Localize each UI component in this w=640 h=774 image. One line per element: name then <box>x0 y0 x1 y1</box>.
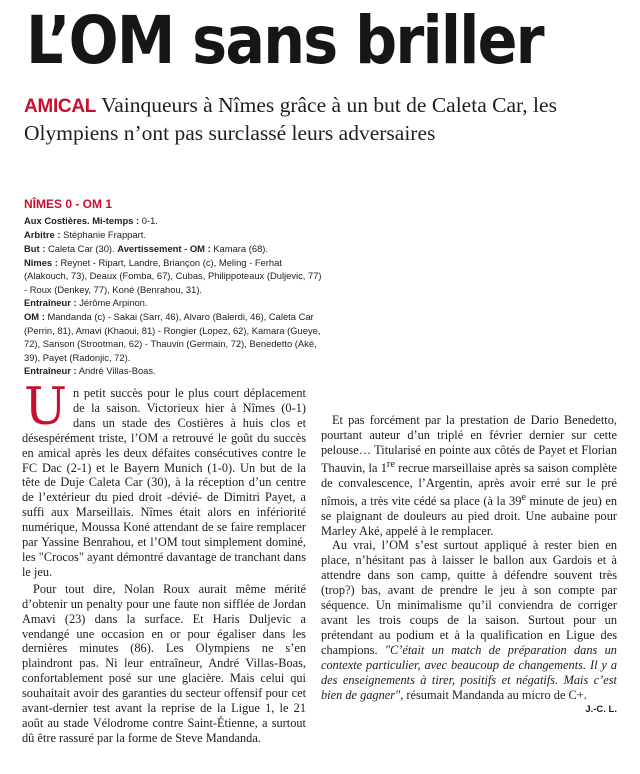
om-coach-value: André Villas-Boas. <box>76 365 156 377</box>
article-paragraph-4 <box>321 538 617 702</box>
article-paragraph-1 <box>22 378 306 580</box>
nimes-players: Reynet - Ripart, Landre, Briançon (c), Meling - Ferhat (Alakouch, 73), Deaux (Fomba, 67), Cubas, Philippoteaux (Duljevic, 77) - Roux (Denkey, 77), Koné (Benrahou, 31). <box>24 256 322 295</box>
ordinal-suffix-1: re <box>386 458 395 470</box>
paragraph-3-part-1: Et pas forcément par la prestation de Dario Benedetto, pourtant auteur d’un triplé en février dernier sur cette pelouse… Titularisé en pointe aux côtés de Payet et Florian Thauvin, la 1 <box>321 413 617 475</box>
nimes-coach-label: Entraîneur : <box>24 297 77 309</box>
om-lineup <box>24 310 324 364</box>
goal-line <box>24 242 324 255</box>
mandanda-quote: "C’était un match de préparation dans un contexte particulier, avec beaucoup de changements. Il y a des enseignements à tirer, positifs et négatifs. Mais c’est bien de gagner" <box>321 642 617 702</box>
author-signature: J.-C. L. <box>585 704 617 716</box>
article-paragraph-3 <box>321 413 617 538</box>
paragraph-3-part-3: minute de jeu) en se plaignant de douleurs au pied droit. Une aubaine pour Marley Aké, appelé à le remplacer. <box>321 493 617 538</box>
match-score: NÎMES 0 - OM 1 <box>24 197 113 211</box>
nimes-lineup <box>24 256 324 296</box>
goal-label: But : <box>24 242 46 254</box>
om-label: OM : <box>24 311 45 323</box>
article-column-2 <box>321 413 617 716</box>
paragraph-3-part-2: recrue marseillaise après sa saison complète de convalescence, l’Argentin, après avoir erré sur le pré nîmois, a très vite cédé sa place (à la 39 <box>321 460 617 508</box>
om-coach-label: Entraîneur : <box>24 365 77 377</box>
deck-text: Vainqueurs à Nîmes grâce à un but de Caleta Car, les Olympiens n’ont pas surclassé leurs adversaires <box>24 93 557 145</box>
warning-value: Kamara (68). <box>210 242 269 254</box>
goal-value: Caleta Car (30). <box>45 242 115 254</box>
ordinal-suffix-2: e <box>521 491 526 503</box>
om-players: Mandanda (c) - Sakai (Sarr, 46), Alvaro (Balerdi, 46), Caleta Car (Perrin, 81), Amavi (Khaoui, 81) - Rongier (Lopez, 62), Kamara (Gueye, 72), Sanson (Strootman, 62) - Thauvin (Germain, 72), Benedetto (Aké, 39), Payet (Radonjic, 72). <box>24 311 321 363</box>
headline: L’OM sans briller <box>26 2 543 79</box>
stadium-label: Aux Costières. Mi-temps : <box>24 215 140 226</box>
nimes-label: Nîmes : <box>24 256 58 268</box>
paragraph-4-part-1: Au vrai, l’OM s’est surtout appliqué à rester bien en place, n’hésitant pas à laisser le ballon aux Gardois et à attendre dans son camp, quitte à défendre souvent très (trop?) bas, avant de prendre le jeu à son compte par séquence. Un minimalisme qu’il conviendra de corriger avant les trois coups de la saison. Surtout pour un prétendant au podium et à la qualification en Ligue des champions. <box>321 538 617 657</box>
article-paragraph-2: Pour tout dire, Nolan Roux aurait même mérité d’obtenir un penalty pour une faute non sifflée de Jordan Amavi (23) dans la surface. Et Haris Duljevic a vendangé une occasion en or pour égaliser dans les dernières minutes (86). Les Olympiens ne s’en plaindront pas. Ni leur entraîneur, André Villas-Boas, confortablement posé sur une glacière. Mais celui qui souhaitait avoir des garanties du secteur offensif pour cet avant-dernier test avant la reprise de la Ligue 1, le 21 août au stade Vélodrome contre Saint-Étienne, a surtout dû être rassuré par la forme de Steve Mandanda. <box>22 581 306 745</box>
om-coach-line <box>24 364 324 377</box>
warning-label: Avertissement - OM : <box>117 242 211 254</box>
stadium-value: 0-1. <box>139 215 158 226</box>
paragraph-1-text: n petit succès pour le plus court déplacement de la saison. Victorieux hier à Nîmes (0-1) dans un stade des Costières à huis clos et désespérément triste, l’OM a retrouvé le goût du succès en amical après les deux défaites consécutives contre le FC Dac (2-1) et le Bayern Munich (1-0). Un but de la tête de Duje Caleta Car (30), à la réception d’un centre de l’extérieur du pied droit -dévié- de Dimitri Payet, a suffi aux Marseillais. Nîmes était alors en infériorité numérique, Moussa Koné attendant de se faire remplacer par Yassine Benrahou, et l’OM tout simplement dominé, les "Crocos" ayant démontré davantage de tranchant dans le jeu. <box>22 386 306 579</box>
nimes-coach-value: Jérôme Arpinon. <box>76 297 148 309</box>
drop-cap: U <box>24 378 67 437</box>
referee-value: Stéphanie Frappart. <box>60 228 146 240</box>
paragraph-4-part-2: , résumait Mandanda au micro de C+. <box>400 687 587 702</box>
nimes-coach-line <box>24 296 324 309</box>
article-column-1 <box>22 378 306 746</box>
deck-kicker: AMICAL <box>24 96 97 117</box>
stadium-line <box>24 214 324 227</box>
referee-line <box>24 228 324 241</box>
referee-label: Arbitre : <box>24 228 61 240</box>
match-sheet <box>24 196 324 378</box>
deck <box>24 92 630 147</box>
